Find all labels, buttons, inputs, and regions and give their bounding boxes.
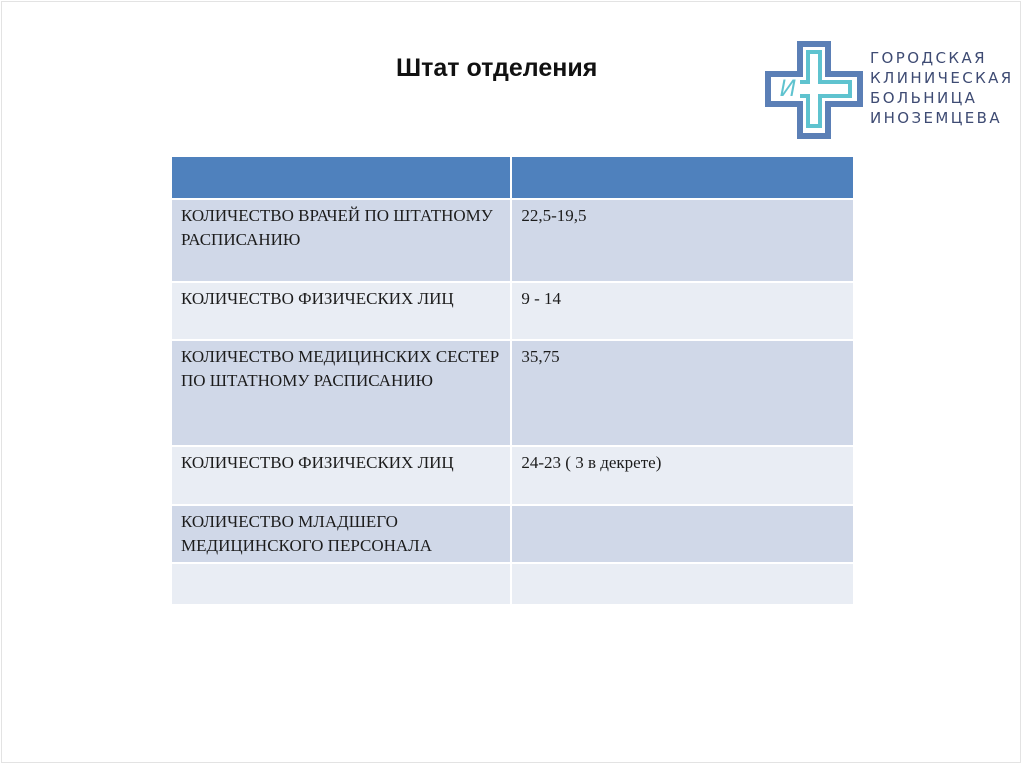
logo-line: КЛИНИЧЕСКАЯ [870,69,1014,87]
logo-line: БОЛЬНИЦА [870,89,978,107]
row-label: КОЛИЧЕСТВО ВРАЧЕЙ ПО ШТАТНОМУ РАСПИСАНИЮ [172,200,510,281]
row-value: 35,75 [512,341,853,445]
header-cell [512,157,853,198]
header-cell [172,157,510,198]
hospital-logo [762,40,1014,142]
table-row [172,283,853,339]
slide [1,1,1021,763]
row-label: КОЛИЧЕСТВО ФИЗИЧЕСКИХ ЛИЦ [172,447,510,504]
row-label: КОЛИЧЕСТВО ФИЗИЧЕСКИХ ЛИЦ [172,283,510,339]
logo-text [870,48,1014,128]
logo-mark-letter: И [779,77,797,102]
table-row [172,564,853,604]
row-value: 9 - 14 [512,283,853,339]
staff-table [170,155,855,606]
slide-title: Штат отделения [396,54,598,82]
row-value [512,506,853,562]
medical-cross-icon [762,40,866,142]
row-value: 22,5-19,5 [512,200,853,281]
row-value [512,564,853,604]
row-label: КОЛИЧЕСТВО МЕДИЦИНСКИХ СЕСТЕР ПО ШТАТНОМУ РАСПИСАНИЮ [172,341,510,445]
table-row [172,341,853,445]
logo-line: ИНОЗЕМЦЕВА [870,109,1003,127]
logo-line: ГОРОДСКАЯ [870,49,987,67]
row-label [172,564,510,604]
row-value: 24-23 ( 3 в декрете) [512,447,853,504]
row-label: КОЛИЧЕСТВО МЛАДШЕГО МЕДИЦИНСКОГО ПЕРСОНАЛА [172,506,510,562]
table-row [172,200,853,281]
table-row [172,447,853,504]
table-header-row [172,157,853,198]
table-row [172,506,853,562]
